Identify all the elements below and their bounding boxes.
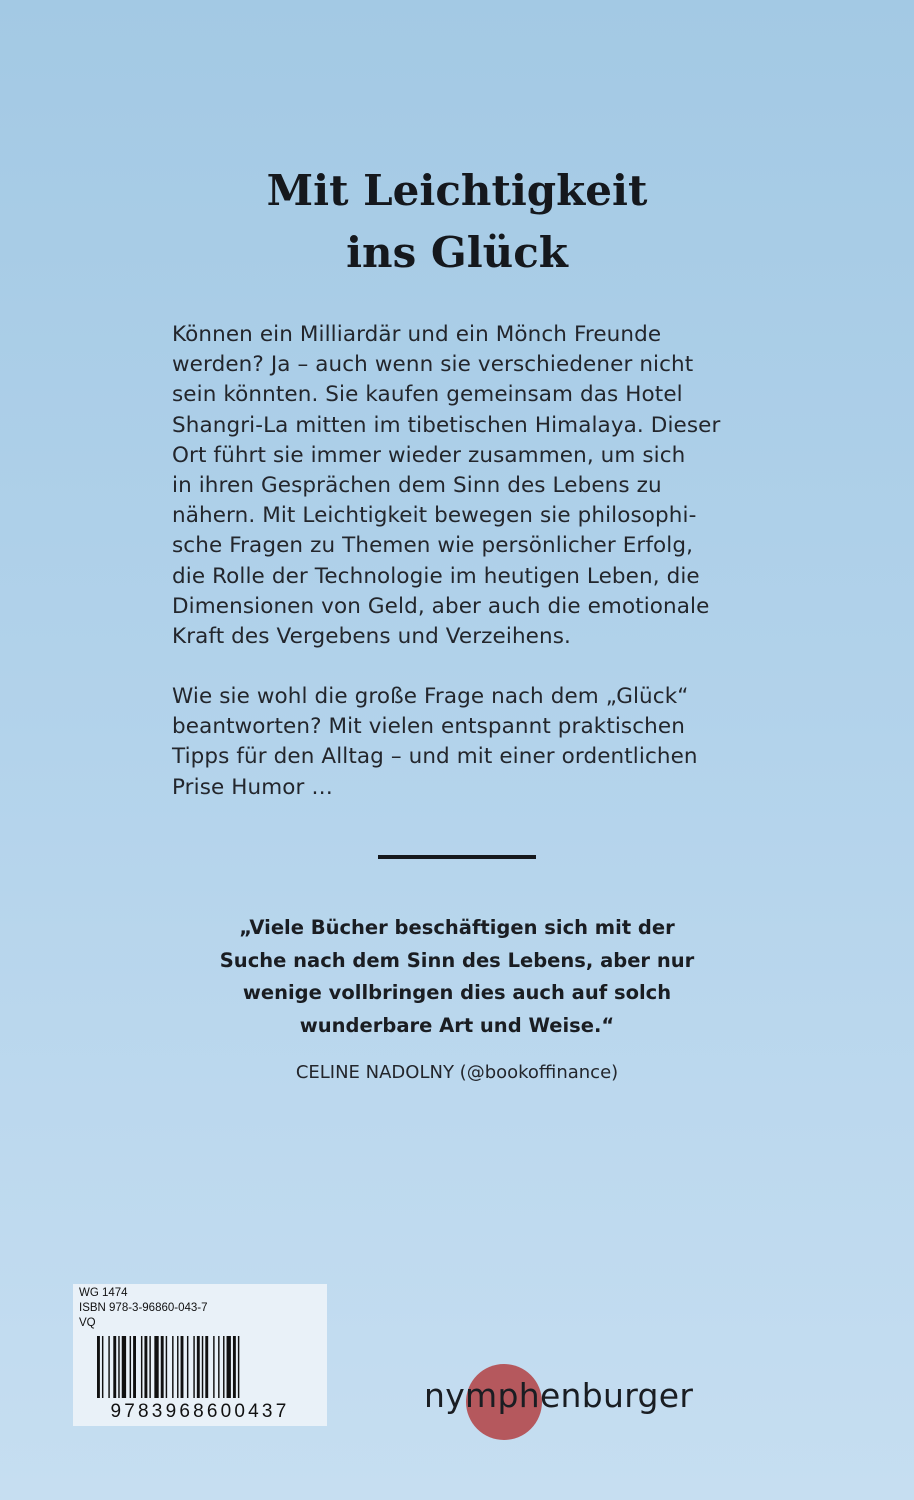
text-line: in ihren Gesprächen dem Sinn des Lebens zu — [172, 473, 662, 499]
barcode-bar — [187, 1336, 188, 1398]
barcode-bar — [118, 1336, 119, 1398]
wg-number: WG 1474 — [79, 1287, 128, 1299]
book-title — [0, 160, 914, 284]
title-line-1: Mit Leichtigkeit — [266, 166, 648, 215]
text-line: beantworten? Mit vielen entspannt praktischen — [172, 714, 685, 740]
quote-line: wenige vollbringen dies auch auf solch — [242, 981, 672, 1004]
text-line: Kraft des Vergebens und Verzeihens. — [172, 624, 571, 650]
barcode-bar — [97, 1336, 100, 1398]
text-line: sche Fragen zu Themen wie persönlicher Erfolg, — [172, 533, 694, 559]
barcode-bar — [141, 1336, 142, 1398]
barcode-bar — [166, 1336, 167, 1398]
barcode-bar — [197, 1336, 200, 1398]
text-line: Tipps für den Alltag – und mit einer ordentlichen — [172, 744, 698, 770]
barcode-bar — [149, 1336, 150, 1398]
barcode-bar — [108, 1336, 109, 1398]
text-line: Ort führt sie immer wieder zusammen, um sich — [172, 442, 686, 468]
barcode-bar — [161, 1336, 164, 1398]
quote-line: „Viele Bücher beschäftigen sich mit der — [239, 916, 675, 939]
barcode-bar — [181, 1336, 184, 1398]
barcode-bar — [202, 1336, 203, 1398]
text-line: Wie sie wohl die große Frage nach dem „Glück“ — [172, 684, 689, 709]
text-line: die Rolle der Technologie im heutigen Leben, die — [172, 563, 700, 589]
text-line: Können ein Milliardär und ein Mönch Freunde — [172, 322, 662, 347]
publisher-name: nymphenburger — [424, 1376, 694, 1415]
barcode-graphic — [73, 1284, 327, 1426]
quote-attribution: CELINE NADOLNY (@bookoffinance) — [295, 1062, 619, 1083]
barcode-bar — [238, 1336, 239, 1398]
quote-line: wunderbare Art und Weise.“ — [299, 1013, 615, 1037]
quote-line: Suche nach dem Sinn des Lebens, aber nur — [219, 948, 695, 972]
barcode-bar — [233, 1336, 236, 1398]
description-paragraph-1 — [172, 320, 772, 652]
barcode-bar — [218, 1336, 219, 1398]
barcode-bar — [193, 1336, 194, 1398]
text-line: Prise Humor … — [172, 774, 334, 800]
title-line-2: ins Glück — [346, 228, 568, 277]
barcode-bar — [227, 1336, 231, 1398]
text-line: Shangri-La mitten im tibetischen Himalaya. Dieser — [172, 412, 721, 438]
barcode-box — [73, 1284, 327, 1426]
text-line: werden? Ja – auch wenn sie verschiedener nicht — [172, 352, 694, 378]
barcode-bar — [144, 1336, 147, 1398]
vq-code: VQ — [79, 1317, 96, 1329]
text-line: sein könnten. Sie kaufen gemeinsam das Hotel — [172, 382, 683, 408]
barcode-bar — [122, 1336, 126, 1398]
barcode-bar — [130, 1336, 131, 1398]
barcode-bar — [113, 1336, 116, 1398]
barcode-bar — [177, 1336, 178, 1398]
barcode-bar — [102, 1336, 103, 1398]
barcode-bar — [205, 1336, 208, 1398]
barcode-bar — [154, 1336, 158, 1398]
description-paragraph-2 — [172, 682, 772, 803]
review-quote — [0, 912, 914, 1042]
barcode-bar — [133, 1336, 136, 1398]
text-line: nähern. Mit Leichtigkeit bewegen sie philosophi- — [172, 503, 697, 529]
barcode-digits: 9783968600437 — [110, 1401, 290, 1422]
barcode-bar — [172, 1336, 173, 1398]
publisher-logo — [424, 1356, 724, 1446]
isbn-number: ISBN 978-3-96860-043-7 — [79, 1302, 208, 1314]
barcode-bar — [223, 1336, 224, 1398]
text-line: Dimensionen von Geld, aber auch die emotionale — [172, 593, 710, 619]
divider-line — [378, 855, 536, 859]
barcode-bar — [213, 1336, 214, 1398]
